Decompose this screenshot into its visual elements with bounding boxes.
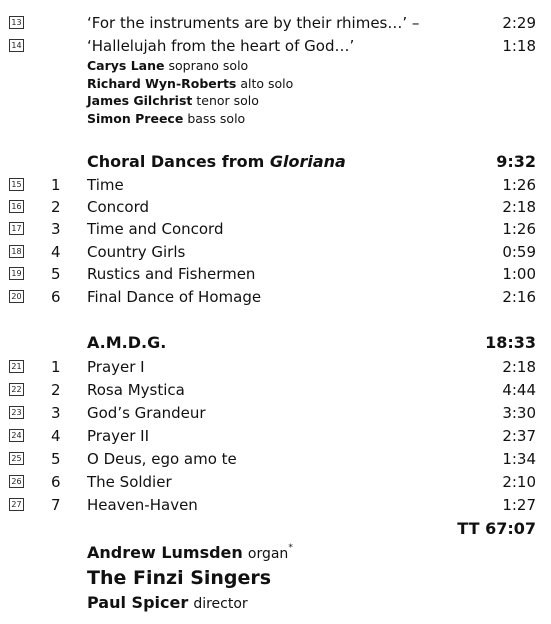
track-row <box>0 37 551 59</box>
track-duration: 1:27 <box>502 496 536 514</box>
track-title: Prayer I <box>87 358 145 376</box>
track-duration: 2:37 <box>502 427 536 445</box>
track-row <box>0 496 551 518</box>
director-credit <box>87 593 248 612</box>
section-heading-text: Choral Dances from <box>87 152 270 171</box>
track-row <box>0 176 551 198</box>
section-heading <box>87 152 346 171</box>
track-row <box>0 473 551 495</box>
track-title: ‘For the instruments are by their rhimes…’ – <box>87 14 420 32</box>
track-movement-number: 3 <box>51 220 61 238</box>
track-duration: 2:16 <box>502 288 536 306</box>
soloist-role: soprano solo <box>168 58 249 73</box>
track-movement-number: 6 <box>51 473 61 491</box>
soloist <box>87 93 259 108</box>
track-number-box: 16 <box>9 200 24 213</box>
track-title: Rosa Mystica <box>87 381 185 399</box>
track-title: Final Dance of Homage <box>87 288 262 306</box>
track-movement-number: 6 <box>51 288 61 306</box>
track-row <box>0 288 551 310</box>
track-row <box>0 358 551 380</box>
track-movement-number: 4 <box>51 243 61 261</box>
soloist-name: Carys Lane <box>87 58 165 73</box>
track-number-box: 20 <box>9 290 24 303</box>
track-duration: 1:26 <box>502 176 536 194</box>
track-row <box>0 427 551 449</box>
track-number-box: 13 <box>9 16 24 29</box>
track-movement-number: 1 <box>51 176 61 194</box>
organist-name: Andrew Lumsden <box>87 543 243 562</box>
track-number-box: 22 <box>9 383 24 396</box>
track-duration: 2:18 <box>502 358 536 376</box>
track-row <box>0 404 551 426</box>
track-row <box>0 243 551 265</box>
soloist <box>87 76 293 91</box>
track-duration: 2:29 <box>502 14 536 32</box>
soloist-role: tenor solo <box>196 93 259 108</box>
director-role: director <box>193 596 248 612</box>
section-heading: A.M.D.G. <box>87 333 167 352</box>
track-row <box>0 14 551 36</box>
track-number-box: 21 <box>9 360 24 373</box>
track-movement-number: 5 <box>51 450 61 468</box>
track-number-box: 25 <box>9 452 24 465</box>
footnote-mark: * <box>288 542 293 553</box>
track-duration: 2:10 <box>502 473 536 491</box>
track-movement-number: 1 <box>51 358 61 376</box>
track-duration: 0:59 <box>502 243 536 261</box>
track-duration: 1:18 <box>502 37 536 55</box>
organist-role: organ <box>247 546 289 562</box>
track-number-box: 17 <box>9 222 24 235</box>
section-duration: 9:32 <box>496 152 536 171</box>
track-duration: 4:44 <box>502 381 536 399</box>
soloist <box>87 58 248 73</box>
track-row <box>0 198 551 220</box>
track-row <box>0 381 551 403</box>
soloist <box>87 111 245 126</box>
director-name: Paul Spicer <box>87 593 189 612</box>
track-title: Time and Concord <box>87 220 224 238</box>
section-heading-italic: Gloriana <box>269 152 346 171</box>
track-title: Country Girls <box>87 243 186 261</box>
track-title: Prayer II <box>87 427 150 445</box>
track-number-box: 27 <box>9 498 24 511</box>
track-movement-number: 5 <box>51 265 61 283</box>
track-duration: 1:26 <box>502 220 536 238</box>
track-movement-number: 7 <box>51 496 61 514</box>
track-title: Heaven-Haven <box>87 496 198 514</box>
track-row <box>0 450 551 472</box>
choir-credit <box>87 567 271 589</box>
total-time: TT 67:07 <box>457 519 536 538</box>
track-movement-number: 3 <box>51 404 61 422</box>
track-number-box: 19 <box>9 267 24 280</box>
organist-credit <box>87 543 293 562</box>
soloist-role: bass solo <box>187 111 246 126</box>
track-number-box: 15 <box>9 178 24 191</box>
soloist-name: James Gilchrist <box>87 93 193 108</box>
track-title: O Deus, ego amo te <box>87 450 237 468</box>
track-title: Time <box>87 176 124 194</box>
track-duration: 1:34 <box>502 450 536 468</box>
track-title: Rustics and Fishermen <box>87 265 256 283</box>
track-title: Concord <box>87 198 150 216</box>
track-movement-number: 2 <box>51 381 61 399</box>
track-duration: 1:00 <box>502 265 536 283</box>
track-title: God’s Grandeur <box>87 404 206 422</box>
section-duration: 18:33 <box>485 333 536 352</box>
track-number-box: 18 <box>9 245 24 258</box>
choir-name: The Finzi Singers <box>87 567 272 589</box>
soloist-name: Richard Wyn-Roberts <box>87 76 237 91</box>
track-movement-number: 2 <box>51 198 61 216</box>
track-number-box: 24 <box>9 429 24 442</box>
track-row <box>0 265 551 287</box>
track-duration: 3:30 <box>502 404 536 422</box>
soloist-role: alto solo <box>240 76 294 91</box>
track-movement-number: 4 <box>51 427 61 445</box>
track-title: ‘Hallelujah from the heart of God…’ <box>87 37 355 55</box>
track-duration: 2:18 <box>502 198 536 216</box>
track-title: The Soldier <box>87 473 172 491</box>
track-number-box: 23 <box>9 406 24 419</box>
track-row <box>0 220 551 242</box>
track-number-box: 26 <box>9 475 24 488</box>
track-number-box: 14 <box>9 39 24 52</box>
soloist-name: Simon Preece <box>87 111 184 126</box>
